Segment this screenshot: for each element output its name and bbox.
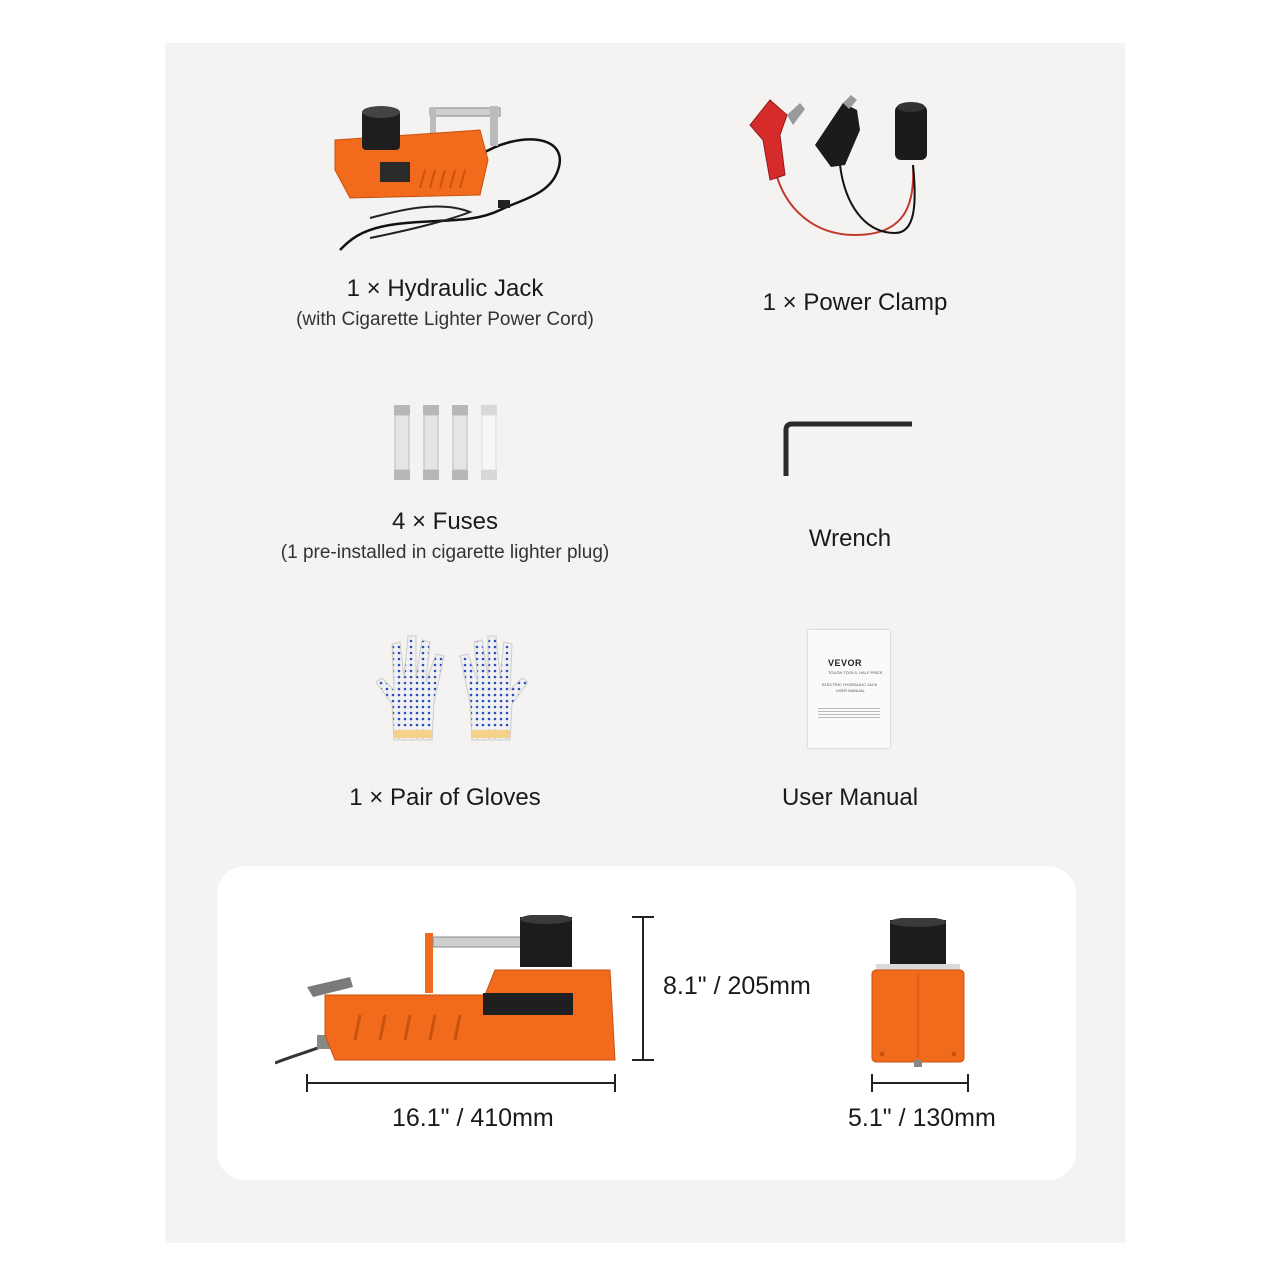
- fuses-subtitle: (1 pre-installed in cigarette lighter plug): [280, 542, 610, 563]
- height-dimension-line: [642, 917, 644, 1060]
- manual-subheading: USER MANUAL: [836, 688, 865, 693]
- power-clamp-image: [745, 95, 945, 250]
- height-dimension-cap-bottom: [632, 1059, 654, 1061]
- height-dimension-cap-top: [632, 916, 654, 918]
- width-dimension-cap-left: [871, 1074, 873, 1092]
- height-dimension-label: 8.1" / 205mm: [663, 972, 811, 1000]
- hydraulic-jack-title: 1 × Hydraulic Jack: [346, 275, 544, 302]
- length-dimension-cap-left: [306, 1074, 308, 1092]
- width-dimension-label: 5.1" / 130mm: [848, 1104, 996, 1132]
- wrench-image: [778, 418, 918, 478]
- fuses-image: [392, 405, 502, 483]
- gloves-image: [372, 632, 532, 744]
- length-dimension-cap-right: [614, 1074, 616, 1092]
- length-dimension-label: 16.1" / 410mm: [392, 1104, 554, 1132]
- jack-side-view-image: [275, 915, 620, 1067]
- hydraulic-jack-image: [330, 100, 570, 255]
- hydraulic-jack-subtitle: (with Cigarette Lighter Power Cord): [296, 309, 594, 330]
- manual-tagline: TOUGH TOOLS, HALF PRICE: [828, 670, 883, 675]
- width-dimension-cap-right: [967, 1074, 969, 1092]
- width-dimension-line: [872, 1082, 968, 1084]
- user-manual-title: User Manual: [781, 784, 919, 811]
- jack-front-view-image: [868, 918, 968, 1068]
- manual-heading: ELECTRIC HYDRAULIC JACK: [822, 682, 878, 687]
- power-clamp-title: 1 × Power Clamp: [762, 289, 948, 316]
- manual-text-block: [818, 708, 880, 718]
- fuses-title: 4 × Fuses: [391, 508, 499, 535]
- gloves-title: 1 × Pair of Gloves: [349, 784, 541, 811]
- length-dimension-line: [307, 1082, 616, 1084]
- manual-brand-logo: VEVOR: [828, 658, 863, 668]
- user-manual-image: [808, 630, 890, 748]
- wrench-title: Wrench: [808, 525, 892, 552]
